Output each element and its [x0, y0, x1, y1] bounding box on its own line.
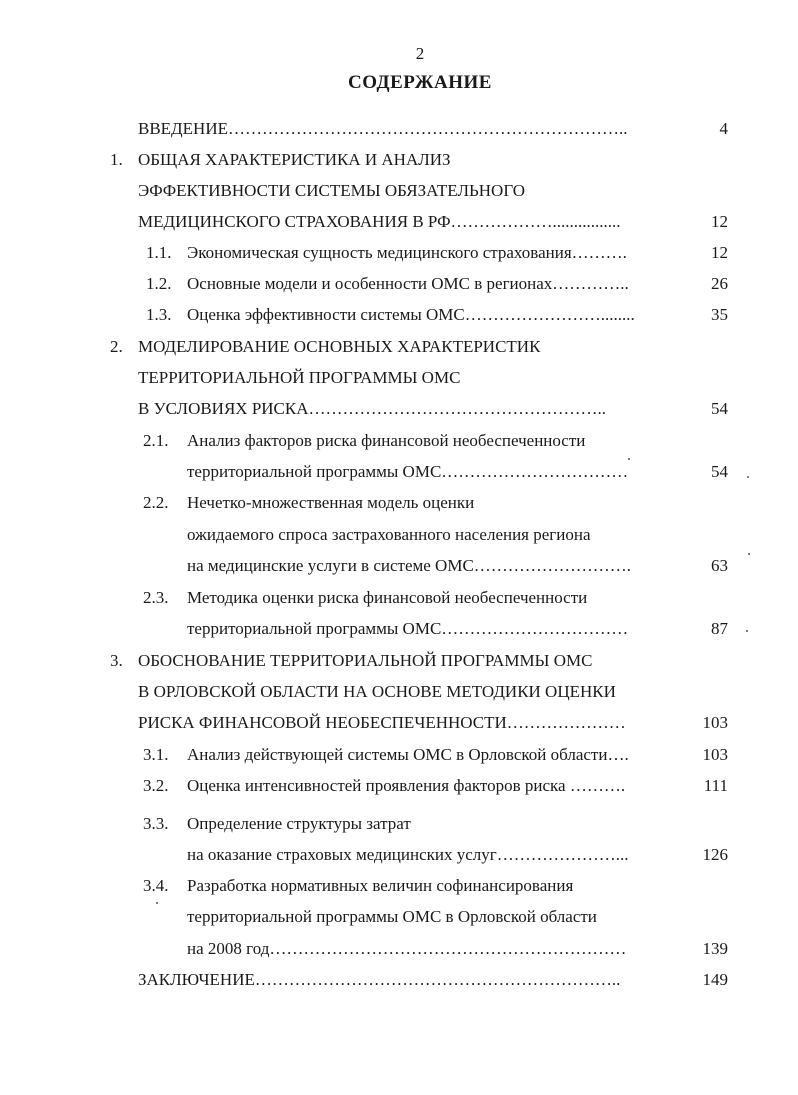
scan-speck: [747, 476, 749, 478]
toc-entry-text: ОБЩАЯ ХАРАКТЕРИСТИКА И АНАЛИЗ: [138, 150, 451, 169]
toc-entry-text: В ОРЛОВСКОЙ ОБЛАСТИ НА ОСНОВЕ МЕТОДИКИ ОЦЕНКИ: [138, 682, 616, 701]
toc-entry-number: 3.: [110, 651, 123, 670]
toc-entry-page: 111: [703, 776, 728, 795]
toc-entry-number: 1.: [110, 150, 123, 169]
toc-entry-continuation: [0, 397, 798, 421]
toc-entry-text: РИСКА ФИНАНСОВОЙ НЕОБЕСПЕЧЕННОСТИ…………………: [138, 713, 626, 732]
toc-entry-continuation: [0, 617, 798, 641]
toc-entry-page: 35: [711, 305, 728, 324]
toc-entry-page: 26: [711, 274, 728, 293]
toc-entry-page: 54: [711, 399, 728, 418]
toc-entry-text: на медицинские услуги в системе ОМС……………………….: [187, 556, 632, 575]
toc-entry-page: 126: [702, 845, 728, 864]
toc-entry-continuation: [0, 843, 798, 867]
scan-speck: [746, 630, 748, 632]
toc-entry-text: ОБОСНОВАНИЕ ТЕРРИТОРИАЛЬНОЙ ПРОГРАММЫ ОМС: [138, 651, 593, 670]
toc-entry-continuation: [0, 523, 798, 547]
toc-entry-page: 103: [702, 713, 728, 732]
toc-entry-continuation: [0, 210, 798, 234]
toc-entry-text: ТЕРРИТОРИАЛЬНОЙ ПРОГРАММЫ ОМС: [138, 368, 461, 387]
toc-entry-text: Анализ действующей системы ОМС в Орловской области….: [187, 745, 629, 764]
page-title: СОДЕРЖАНИЕ: [348, 72, 492, 93]
toc-entry-continuation: [0, 554, 798, 578]
toc-entry-text: территориальной программы ОМС……………………………: [187, 462, 629, 481]
toc-entry-page: 139: [702, 939, 728, 958]
toc-entry-chapter-2: [0, 335, 798, 359]
toc-entry-continuation: [0, 460, 798, 484]
toc-entry-section-2-2: [0, 491, 798, 515]
toc-entry-continuation: [0, 366, 798, 390]
toc-entry-number: 3.1.: [143, 745, 169, 764]
toc-entry-section-2-3: [0, 586, 798, 610]
toc-entry-text: ЭФФЕКТИВНОСТИ СИСТЕМЫ ОБЯЗАТЕЛЬНОГО: [138, 181, 525, 200]
toc-entry-number: 2.: [110, 337, 123, 356]
toc-entry-section-3-4: [0, 874, 798, 898]
toc-entry-chapter-3: [0, 649, 798, 673]
page-number: 2: [415, 44, 425, 63]
toc-entry-continuation: [0, 905, 798, 929]
toc-entry-page: 54: [711, 462, 728, 481]
toc-entry-section-3-3: [0, 812, 798, 836]
toc-entry-page: 103: [702, 745, 728, 764]
toc-entry-text: на 2008 год………………………………………………………: [187, 939, 627, 958]
toc-entry-text: Разработка нормативных величин софинансирования: [187, 876, 574, 895]
toc-entry-text: ЗАКЛЮЧЕНИЕ………………………………………………………..: [138, 970, 621, 989]
toc-entry-section-3-2: [0, 774, 798, 798]
toc-entry-text: территориальной программы ОМС в Орловской области: [187, 907, 597, 926]
toc-entry-text: Анализ факторов риска финансовой необеспеченности: [187, 431, 586, 450]
toc-entry-section-1-1: [0, 241, 798, 265]
toc-entry-text: МОДЕЛИРОВАНИЕ ОСНОВНЫХ ХАРАКТЕРИСТИК: [138, 337, 541, 356]
scan-speck: [156, 902, 158, 904]
toc-entry-text: Оценка интенсивностей проявления факторов риска ……….: [187, 776, 626, 795]
toc-entry-page: 12: [711, 212, 728, 231]
toc-entry-number: 1.1.: [146, 243, 172, 262]
toc-entry-text: Методика оценки риска финансовой необеспеченности: [187, 588, 588, 607]
toc-entry-number: 1.3.: [146, 305, 172, 324]
toc-entry-text: территориальной программы ОМС……………………………: [187, 619, 629, 638]
toc-entry-text: Определение структуры затрат: [187, 814, 411, 833]
toc-entry-page: 87: [711, 619, 728, 638]
toc-entry-number: 3.2.: [143, 776, 169, 795]
toc-entry-continuation: [0, 937, 798, 961]
toc-entry-number: 3.4.: [143, 876, 169, 895]
toc-entry-number: 2.1.: [143, 431, 169, 450]
toc-entry-number: 1.2.: [146, 274, 172, 293]
toc-entry-text: на оказание страховых медицинских услуг…………………...: [187, 845, 629, 864]
scan-speck: [628, 458, 630, 460]
toc-entry-number: 3.3.: [143, 814, 169, 833]
toc-entry-text: Нечетко-множественная модель оценки: [187, 493, 475, 512]
toc-entry-text: Экономическая сущность медицинского страхования……….: [187, 243, 627, 262]
toc-entry-introduction: [0, 117, 798, 141]
toc-entry-text: ожидаемого спроса застрахованного населения региона: [187, 525, 591, 544]
toc-entry-section-1-2: [0, 272, 798, 296]
toc-entry-page: 63: [711, 556, 728, 575]
toc-entry-section-3-1: [0, 743, 798, 767]
toc-entry-text: МЕДИЦИНСКОГО СТРАХОВАНИЯ В РФ………………................: [138, 212, 621, 231]
toc-entry-chapter-1: [0, 148, 798, 172]
toc-entry-section-2-1: [0, 429, 798, 453]
toc-entry-number: 2.3.: [143, 588, 169, 607]
toc-entry-text: ВВЕДЕНИЕ……………………………………………………………..: [138, 119, 628, 138]
toc-entry-number: 2.2.: [143, 493, 169, 512]
toc-entry-page: 12: [711, 243, 728, 262]
scan-speck: [748, 553, 750, 555]
toc-entry-continuation: [0, 179, 798, 203]
toc-entry-text: Основные модели и особенности ОМС в регионах…………..: [187, 274, 629, 293]
toc-entry-text: Оценка эффективности системы ОМС……………………........: [187, 305, 635, 324]
toc-entry-conclusion: [0, 968, 798, 992]
toc-entry-continuation: [0, 680, 798, 704]
toc-entry-text: В УСЛОВИЯХ РИСКА……………………………………………..: [138, 399, 607, 418]
toc-entry-page: 4: [719, 119, 728, 138]
toc-entry-page: 149: [702, 970, 728, 989]
toc-entry-continuation: [0, 711, 798, 735]
toc-entry-section-1-3: [0, 303, 798, 327]
